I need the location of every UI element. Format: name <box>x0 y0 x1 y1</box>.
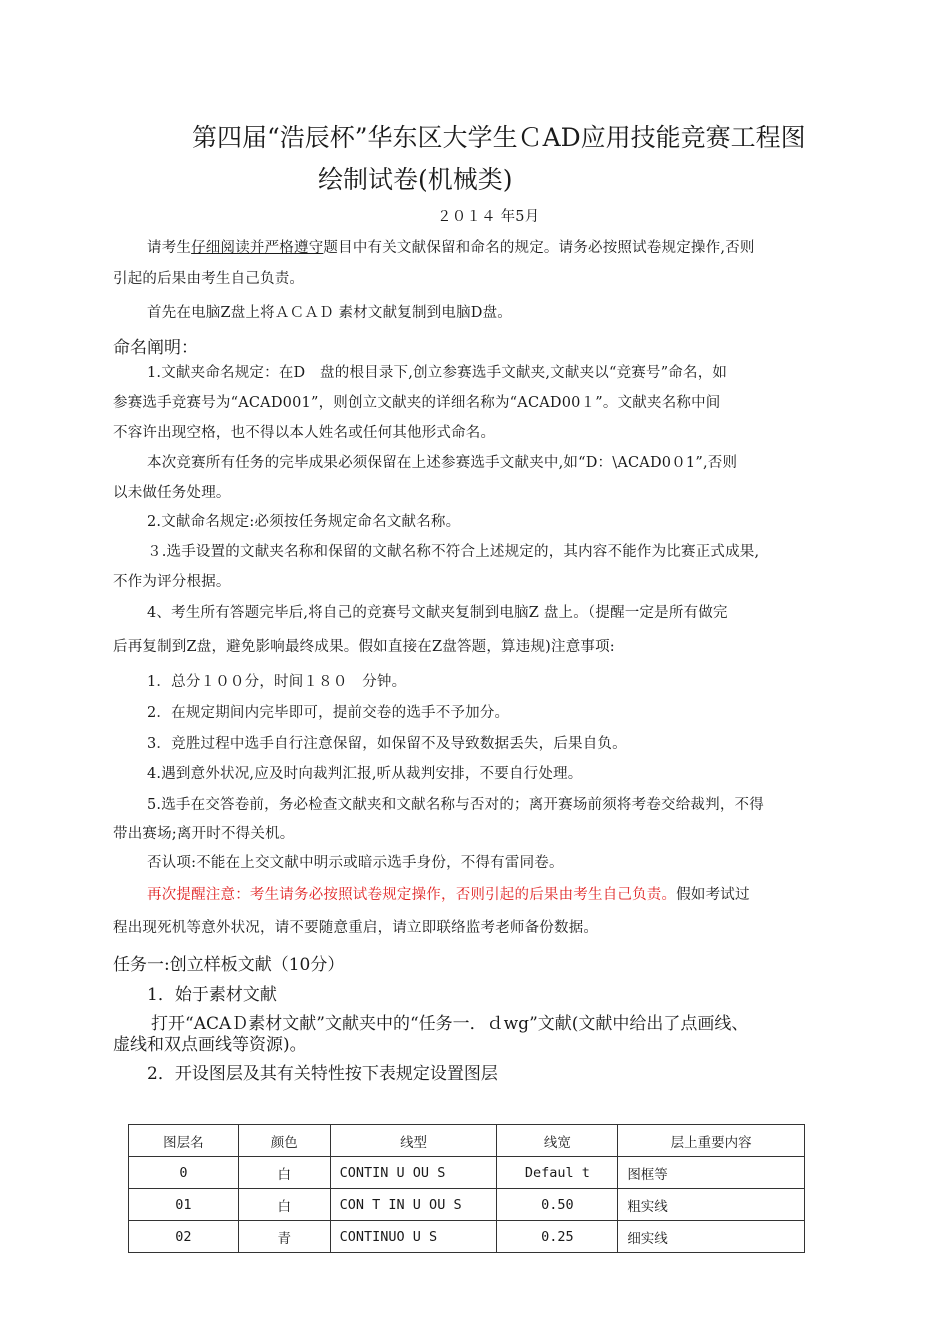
task1-heading: 任务一:创立样板文献（10分） <box>113 955 345 975</box>
veto-note: 否认项:不能在上交文献中明示或暗示选手身份，不得有雷同卷。 <box>147 855 564 871</box>
cell-color: 青 <box>238 1221 330 1253</box>
column-header-lineweight: 线宽 <box>497 1125 618 1157</box>
task1-step1: 1．始于素材文献 <box>147 985 277 1005</box>
cell-linetype: CON T IN U OU S <box>330 1189 497 1221</box>
naming-rule1-line1: 1.文献夹命名规定：在D 盘的根目录下,创立参赛选手文献夹,文献夹以“竞赛号”命名，如 <box>147 365 728 381</box>
cell-color: 白 <box>238 1157 330 1189</box>
column-header-content: 层上重要内容 <box>618 1125 805 1157</box>
intro-pre: 请考生 <box>147 240 192 256</box>
document-title-line1: 第四届“浩辰杯”华东区大学生ＣAD应用技能竞赛工程图 <box>192 123 806 152</box>
cell-layer-name: 0 <box>129 1157 239 1189</box>
note-3: 3．竞胜过程中选手自行注意保留，如保留不及导致数据丢失，后果自负。 <box>147 736 627 752</box>
cell-lineweight: Defaul t <box>497 1157 618 1189</box>
naming-rule3-line2: 不作为评分根据。 <box>113 574 231 590</box>
intro-post: 题目中有关文献保留和命名的规定。请务必按照试卷规定操作,否则 <box>323 240 755 256</box>
task1-step1-desc-line1: 打开“ACAＤ素材文献”文献夹中的“任务一．ｄwg”文献(文献中给出了点画线、 <box>151 1014 749 1034</box>
cell-linetype: CONTIN U OU S <box>330 1157 497 1189</box>
reminder-continuation: 假如考试过 <box>676 887 750 903</box>
task1-step1-desc-line2: 虚线和双点画线等资源)。 <box>113 1035 307 1055</box>
intro-copy-instruction: 首先在电脑Z盘上将ＡＣＡＤ 素材文献复制到电脑D盘。 <box>147 305 513 321</box>
task1-step2: 2．开设图层及其有关特性按下表规定设置图层 <box>147 1064 498 1084</box>
naming-save-rule-line2: 以未做任务处理。 <box>113 485 231 501</box>
column-header-color: 颜色 <box>238 1125 330 1157</box>
reminder-warning: 再次提醒注意：考生请务必按照试卷规定操作，否则引起的后果由考生自己负责。 <box>147 887 677 903</box>
intro-paragraph-line2: 引起的后果由考生自己负责。 <box>113 271 305 287</box>
naming-heading: 命名阐明： <box>113 338 198 358</box>
column-header-layer-name: 图层名 <box>129 1125 239 1157</box>
cell-color: 白 <box>238 1189 330 1221</box>
table-row <box>129 1189 805 1221</box>
reminder-line2: 程出现死机等意外状况，请不要随意重启，请立即联络监考老师备份数据。 <box>113 920 599 936</box>
naming-rule1-line3: 不容许出现空格，也不得以本人姓名或任何其他形式命名。 <box>113 425 496 441</box>
note-5-line1: 5.选手在交答卷前，务必检查文献夹和文献名称与否对的；离开赛场前须将考卷交给裁判，不得 <box>147 797 764 813</box>
intro-underlined-phrase: 仔细阅读并严格遵守 <box>191 240 324 256</box>
document-title-line2: 绘制试卷(机械类) <box>318 165 513 194</box>
note-2: 2．在规定期间内完毕即可，提前交卷的选手不予加分。 <box>147 705 510 721</box>
note-4: 4.遇到意外状况,应及时向裁判汇报,听从裁判安排，不要自行处理。 <box>147 766 583 782</box>
document-date: ２０１４ 年5月 <box>437 209 540 225</box>
cell-content: 细实线 <box>618 1221 805 1253</box>
naming-rule2: 2.文献命名规定:必须按任务规定命名文献名称。 <box>147 514 461 530</box>
naming-save-rule-line1: 本次竞赛所有任务的完毕成果必须保留在上述参赛选手文献夹中,如“D：\ACAD0０1”,否则 <box>147 455 738 471</box>
table-row <box>129 1157 805 1189</box>
intro-paragraph-line1 <box>147 236 755 257</box>
cell-layer-name: 02 <box>129 1221 239 1253</box>
cell-content: 图框等 <box>618 1157 805 1189</box>
cell-lineweight: 0.50 <box>497 1189 618 1221</box>
table-header-row <box>129 1125 805 1157</box>
naming-rule1-line2: 参赛选手竞赛号为“ACAD001”，则创立文献夹的详细名称为“ACAD00１”。文献夹名称中间 <box>113 395 721 411</box>
cell-lineweight: 0.25 <box>497 1221 618 1253</box>
layer-settings-table <box>128 1124 805 1253</box>
naming-rule3-line1: ３.选手设置的文献夹名称和保留的文献名称不符合上述规定的，其内容不能作为比赛正式成果, <box>147 544 760 560</box>
table-row <box>129 1221 805 1253</box>
naming-rule4-line1: 4、考生所有答题完毕后,将自己的竞赛号文献夹复制到电脑Z 盘上。（提醒一定是所有做完 <box>147 605 728 621</box>
note-1: 1．总分１００分，时间１８０ 分钟。 <box>147 674 407 690</box>
note-5-line2: 带出赛场;离开时不得关机。 <box>113 826 295 842</box>
cell-content: 粗实线 <box>618 1189 805 1221</box>
naming-rule4-line2: 后再复制到Z盘，避免影响最终成果。假如直接在Z盘答题，算违规)注意事项: <box>113 639 615 655</box>
column-header-linetype: 线型 <box>330 1125 497 1157</box>
reminder-line1 <box>147 883 750 904</box>
cell-linetype: CONTINUO U S <box>330 1221 497 1253</box>
cell-layer-name: 01 <box>129 1189 239 1221</box>
